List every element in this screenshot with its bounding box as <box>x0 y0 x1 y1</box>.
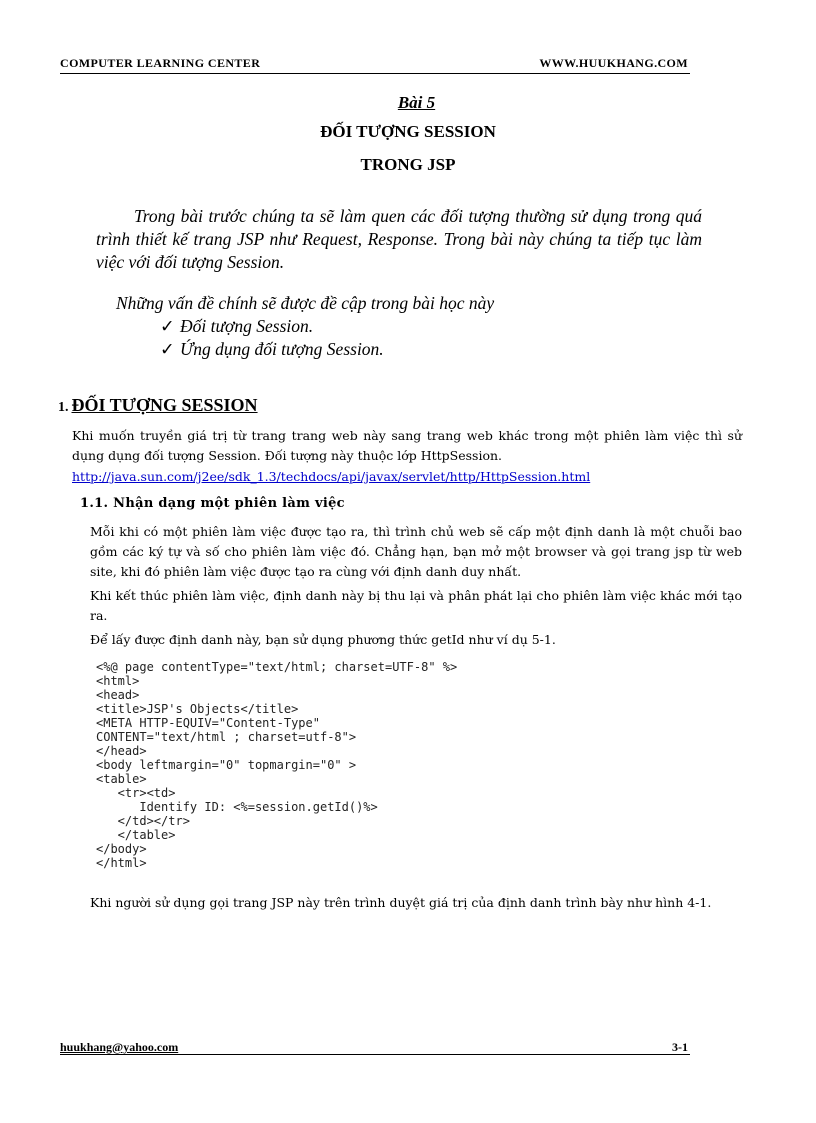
subsection-paragraph-2: Khi kết thúc phiên làm việc, định danh này bị thu lại và phân phát lại cho phiên làm việc khác mới tạo ra. <box>90 588 742 623</box>
subsection-paragraph-4: Khi người sử dụng gọi trang JSP này trên trình duyệt giá trị của định danh trình bày như hình 4-1. <box>90 895 712 910</box>
page-footer <box>60 1040 690 1055</box>
subsection-1-1-heading: 1.1. Nhận dạng một phiên làm việc <box>80 496 345 511</box>
title-line-2: TRONG JSP <box>360 155 456 174</box>
header-right: WWW.HUUKHANG.COM <box>539 56 688 70</box>
section-1-heading <box>58 395 258 416</box>
subsection-paragraph-1: Mỗi khi có một phiên làm việc được tạo ra, thì trình chủ web sẽ cấp một định danh là một chuỗi bao gồm các ký tự và số cho phiên làm việc đó. Chẳng hạn, bạn mở một browser và gọi trang jsp từ web site, khi đó phiên làm việc được tạo ra cùng với định danh duy nhất. <box>90 524 742 579</box>
intro-paragraph: Trong bài trước chúng ta sẽ làm quen các đối tượng thường sử dụng trong quá trình thiết kế trang JSP như Request, Response. Trong bài này chúng ta tiếp tục làm việc với đối tượng Session. <box>96 206 702 272</box>
lesson-number: Bài 5 <box>397 93 436 112</box>
footer-email: huukhang@yahoo.com <box>60 1040 179 1054</box>
section-number: 1. <box>58 400 69 415</box>
issue-item: ✓ Ứng dụng đối tượng Session. <box>160 339 384 359</box>
lesson-label <box>0 93 816 113</box>
section-1-paragraph: Khi muốn truyền giá trị từ trang trang web này sang trang web khác trong một phiên làm việc thì sử dụng dụng đối tượng Session. Đối tượng này thuộc lớp HttpSession. <box>72 428 742 463</box>
code-example: <%@ page contentType="text/html; charset=UTF-8" %> <html> <head> <title>JSP's Objects</title> <META HTTP-EQUIV="Content-Type" CONTENT="text/html ; charset=utf-8"> </head> <body leftmargin="0" topmargin="0" > <table> <tr><td> Identify ID: <%=session.getId()%> </td></tr> </table> </body> </html> <box>96 660 458 870</box>
section-title: ĐỐI TƯỢNG SESSION <box>71 395 258 415</box>
issue-item: ✓ Đối tượng Session. <box>160 316 314 336</box>
check-icon: ✓ <box>160 316 175 336</box>
header-left: COMPUTER LEARNING CENTER <box>60 56 261 70</box>
page-header <box>60 56 690 74</box>
check-icon: ✓ <box>160 339 175 359</box>
api-doc-link[interactable]: http://java.sun.com/j2ee/sdk_1.3/techdocs/api/javax/servlet/http/HttpSession.html <box>72 469 591 484</box>
issues-lead: Những vấn đề chính sẽ được đề cập trong bài học này <box>116 293 495 313</box>
subsection-paragraph-3: Để lấy được định danh này, bạn sử dụng phương thức getId như ví dụ 5-1. <box>90 632 556 647</box>
title-line-1: ĐỐI TƯỢNG SESSION <box>320 122 496 141</box>
page-number: 3-1 <box>672 1040 688 1054</box>
